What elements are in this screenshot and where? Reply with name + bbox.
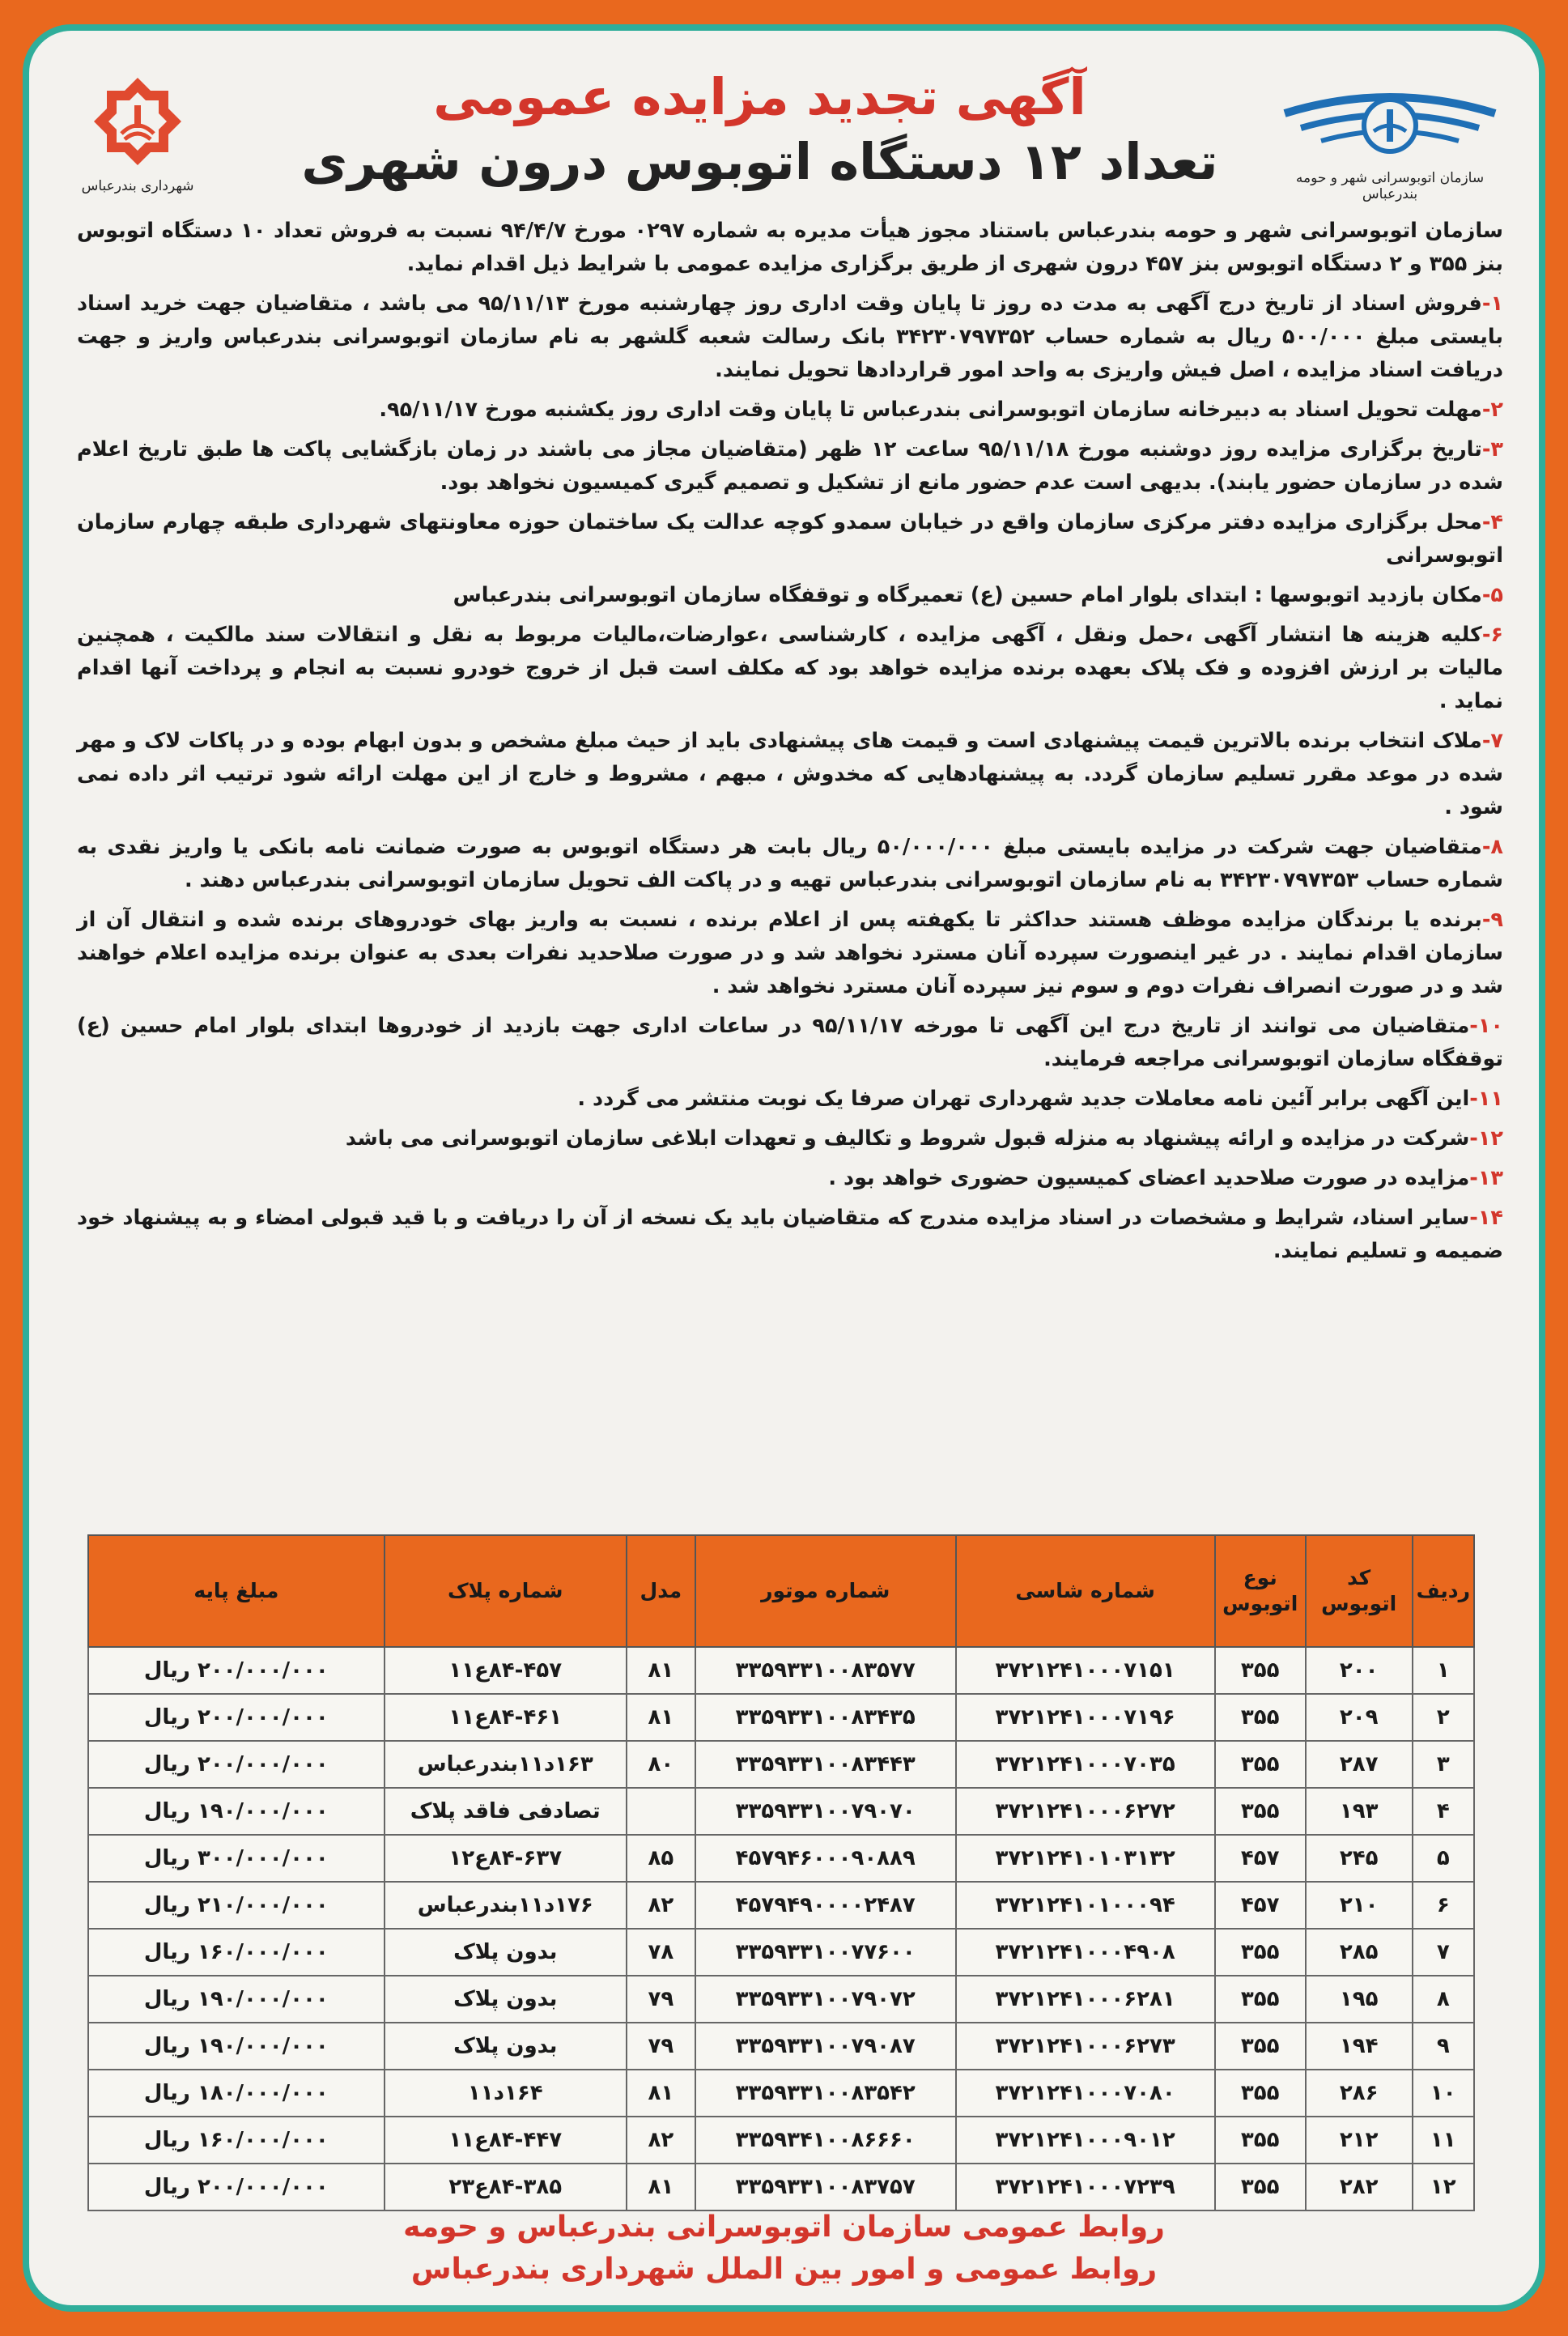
table-cell: ۳۵۵	[1215, 1929, 1306, 1976]
table-cell: ۳۳۵۹۳۳۱۰۰۷۷۶۰۰	[695, 1929, 956, 1976]
notice-title: آگهی تجدید مزایده عمومی	[433, 67, 1086, 126]
clause-number: ۱۳-	[1469, 1166, 1503, 1190]
table-cell: ۳۷۲۱۲۴۱۰۰۰۷۰۳۵	[956, 1741, 1215, 1788]
clause-item	[77, 394, 1503, 427]
table-cell: ۱۱	[1413, 2117, 1474, 2164]
table-cell: ۳۷۲۱۲۴۱۰۰۰۶۲۷۳	[956, 2023, 1215, 2070]
table-cell: ۳۷۲۱۲۴۱۰۰۰۴۹۰۸	[956, 1929, 1215, 1976]
clause-number: ۱۱-	[1469, 1087, 1503, 1111]
intro-paragraph: سازمان اتوبوسرانی شهر و حومه بندرعباس باستناد مجوز هیأت مدیره به شماره ۰۲۹۷ مورخ ۹۴/۴/۷ نسبت به فروش تعداد ۱۰ دستگاه اتوبوس بنز ۳۵۵ و ۲ دستگاه اتوبوس بنز ۴۵۷ درون شهری از طریق برگزاری مزایده عمومی با شرایط ذیل اقدام نماید.	[77, 219, 1503, 276]
table-cell: ۳۷۲۱۲۴۱۰۰۰۶۲۷۲	[956, 1788, 1215, 1835]
table-cell: ۳۷۲۱۲۴۱۰۰۰۷۲۳۹	[956, 2164, 1215, 2210]
table-cell: ۱۸۰/۰۰۰/۰۰۰ ریال	[88, 2070, 385, 2117]
table-cell: ۱۶۳د۱۱بندرعباس	[385, 1741, 627, 1788]
bus-organization-caption: سازمان اتوبوسرانی شهر و حومه بندرعباس	[1295, 170, 1485, 202]
table-cell: ۳۳۵۹۳۳۱۰۰۷۹۰۸۷	[695, 2023, 956, 2070]
clause-text: برنده یا برندگان مزایده موظف هستند حداکثر تا یکهفته پس از اعلام برنده ، نسبت به واریز بهای خودروهای برنده شده و انتقال آن از سازمان اقدام نمایند . در غیر اینصورت سپرده آنان مسترد نخواهد شد و در صورت صلاحدید نفرات بعدی به عنوان برنده مزایده اعلام خواهند شد و در صورت انصراف نفرات دوم و سوم نیز سپرده آنان مسترد نخواهد شد .	[77, 908, 1503, 998]
clause-text: متقاضیان جهت شرکت در مزایده بایستی مبلغ ۵۰/۰۰۰/۰۰۰ ریال بابت هر دستگاه اتوبوس به صورت ضمانت نامه بانکی یا واریز نقدی به شماره حساب ۳۴۲۳۰۷۹۷۳۵۳ به نام سازمان اتوبوسرانی بندرعباس تهیه و در پاکت الف تحویل سازمان اتوبوسرانی بندرعباس دهند .	[77, 835, 1503, 892]
table-cell: ۱۹۴	[1306, 2023, 1413, 2070]
table-row	[88, 1788, 1474, 1835]
table-cell: ۳۳۵۹۳۳۱۰۰۸۳۴۴۳	[695, 1741, 956, 1788]
bus-organization-emblem-icon	[1277, 81, 1503, 162]
table-cell: ۱۰	[1413, 2070, 1474, 2117]
table-cell	[627, 1788, 695, 1835]
clause-text: مزایده در صورت صلاحدید اعضای کمیسیون حضوری خواهد بود .	[828, 1166, 1470, 1190]
clause-text: محل برگزاری مزایده دفتر مرکزی سازمان واقع در خیابان سمدو کوچه عدالت یک ساختمان حوزه معاونتهای شهرداری طبقه چهارم سازمان اتوبوسرانی	[77, 510, 1503, 568]
table-cell: ۳۵۵	[1215, 1976, 1306, 2023]
table-cell: ۱۶۰/۰۰۰/۰۰۰ ریال	[88, 2117, 385, 2164]
clause-item	[77, 1202, 1503, 1268]
clause-number: ۴-	[1481, 510, 1503, 534]
table-body	[88, 1647, 1474, 2210]
table-cell: ۱۶۴د۱۱	[385, 2070, 627, 2117]
table-cell: ۳۳۵۹۳۳۱۰۰۸۳۵۷۷	[695, 1647, 956, 1694]
table-cell: ۳	[1413, 1741, 1474, 1788]
table-cell: ۳۵۵	[1215, 2117, 1306, 2164]
notice-subtitle: تعداد ۱۲ دستگاه اتوبوس درون شهری	[301, 132, 1218, 191]
table-cell: بدون پلاک	[385, 1976, 627, 2023]
clause-number: ۱۰-	[1469, 1014, 1503, 1038]
table-cell: ۱۹۰/۰۰۰/۰۰۰ ریال	[88, 1976, 385, 2023]
table-cell: ۳۷۲۱۲۴۱۰۱۰۰۰۹۴	[956, 1882, 1215, 1929]
table-cell: ۷۹	[627, 2023, 695, 2070]
table-cell: ۸۲	[627, 1882, 695, 1929]
clause-item	[77, 506, 1503, 572]
table-cell: ۲۸۲	[1306, 2164, 1413, 2210]
table-cell: ۴۵۷	[1215, 1835, 1306, 1882]
clause-item	[77, 1010, 1503, 1076]
table-cell: ۲۱۰/۰۰۰/۰۰۰ ریال	[88, 1882, 385, 1929]
table-cell: ۳۵۵	[1215, 2023, 1306, 2070]
table-row	[88, 2023, 1474, 2070]
table-cell: ۳۵۵	[1215, 1694, 1306, 1741]
clause-text: این آگهی برابر آئین نامه معاملات جدید شهرداری تهران صرفا یک نوبت منتشر می گردد .	[577, 1087, 1470, 1111]
clause-item	[77, 725, 1503, 824]
table-cell: ۸۴-۶۳۷ع۱۲	[385, 1835, 627, 1882]
table-cell: ۱۲	[1413, 2164, 1474, 2210]
footer	[243, 2206, 1325, 2291]
clause-number: ۲-	[1481, 398, 1503, 422]
table-cell: ۳۳۵۹۳۳۱۰۰۸۳۷۵۷	[695, 2164, 956, 2210]
table-row	[88, 2070, 1474, 2117]
table-cell: ۸	[1413, 1976, 1474, 2023]
table-cell: ۲۰۹	[1306, 1694, 1413, 1741]
column-header: مبلغ پایه	[88, 1535, 385, 1647]
column-header: نوع اتوبوس	[1215, 1535, 1306, 1647]
clause-text: کلیه هزینه ها انتشار آگهی ،حمل ونقل ، آگهی مزایده ، کارشناسی ،عوارضات،مالیات مربوط به نقل و انتقالات سند مالکیت ، همچنین مالیات بر ارزش افزوده و فک پلاک بعهده برنده مزایده خواهد بود که مکلف است قبل از خروج خودرو نسبت به انجام و پرداخت آنها اقدام نماید .	[77, 623, 1503, 713]
table-cell: ۳۷۲۱۲۴۱۰۰۰۷۱۹۶	[956, 1694, 1215, 1741]
clause-text: مکان بازدید اتوبوسها : ابتدای بلوار امام حسین (ع) تعمیرگاه و توقفگاه سازمان اتوبوسرانی بندرعباس	[453, 583, 1482, 607]
table-cell: ۳۷۲۱۲۴۱۰۰۰۷۰۸۰	[956, 2070, 1215, 2117]
table-cell: ۸۱	[627, 2164, 695, 2210]
table-row	[88, 1929, 1474, 1976]
table-cell: ۸۱	[627, 1647, 695, 1694]
table-cell: ۷	[1413, 1929, 1474, 1976]
table-cell: ۱۷۶د۱۱بندرعباس	[385, 1882, 627, 1929]
clause-number: ۶-	[1481, 623, 1503, 647]
table-cell: ۲	[1413, 1694, 1474, 1741]
notice-body	[77, 215, 1503, 1274]
table-row	[88, 2117, 1474, 2164]
table-cell: ۳۷۲۱۲۴۱۰۰۰۹۰۱۲	[956, 2117, 1215, 2164]
table-cell: ۸۴-۳۸۵ع۲۳	[385, 2164, 627, 2210]
table-cell: ۴۵۷۹۴۹۰۰۰۰۲۴۸۷	[695, 1882, 956, 1929]
clause-number: ۸-	[1481, 835, 1503, 859]
table-cell: ۶	[1413, 1882, 1474, 1929]
clause-item	[77, 287, 1503, 387]
table-cell: ۲۰۰/۰۰۰/۰۰۰ ریال	[88, 1694, 385, 1741]
table-row	[88, 1976, 1474, 2023]
table-cell: ۱۹۳	[1306, 1788, 1413, 1835]
clause-list	[77, 287, 1503, 1268]
table-row	[88, 1835, 1474, 1882]
table-cell: ۵	[1413, 1835, 1474, 1882]
table-row	[88, 1647, 1474, 1694]
clause-text: شرکت در مزایده و ارائه پیشنهاد به منزله قبول شروط و تکالیف و تعهدات ابلاغی سازمان اتوبوسرانی می باشد	[345, 1126, 1470, 1151]
clause-number: ۵-	[1481, 583, 1503, 607]
bus-organization-logo	[1268, 81, 1511, 202]
clause-number: ۹-	[1481, 908, 1503, 932]
table-cell: ۳۷۲۱۲۴۱۰۱۰۳۱۳۲	[956, 1835, 1215, 1882]
table-cell: ۲۰۰/۰۰۰/۰۰۰ ریال	[88, 1647, 385, 1694]
clause-text: سایر اسناد، شرایط و مشخصات در اسناد مزایده مندرج که متقاضیان باید یک نسخه از آن را دریافت و با قید قبولی امضاء و به پیشنهاد خود ضمیمه و تسلیم نمایند.	[77, 1206, 1503, 1263]
table-cell: ۸۲	[627, 2117, 695, 2164]
table-cell: ۲۰۰/۰۰۰/۰۰۰ ریال	[88, 2164, 385, 2210]
table-cell: ۳۳۵۹۳۳۱۰۰۷۹۰۷۰	[695, 1788, 956, 1835]
table-cell: ۳۵۵	[1215, 2164, 1306, 2210]
table-cell: ۳۳۵۹۳۳۱۰۰۸۳۵۴۲	[695, 2070, 956, 2117]
clause-number: ۷-	[1481, 729, 1503, 753]
table-cell: ۸۴-۴۴۷ع۱۱	[385, 2117, 627, 2164]
table-cell: ۴۵۷۹۴۶۰۰۰۹۰۸۸۹	[695, 1835, 956, 1882]
clause-number: ۱-	[1481, 291, 1504, 316]
table-cell: ۲۸۵	[1306, 1929, 1413, 1976]
table-cell: ۲۴۵	[1306, 1835, 1413, 1882]
table-row	[88, 1741, 1474, 1788]
municipality-caption: شهرداری بندرعباس	[81, 178, 194, 194]
table-cell: ۱۹۰/۰۰۰/۰۰۰ ریال	[88, 2023, 385, 2070]
clause-text: تاریخ برگزاری مزایده روز دوشنبه مورخ ۹۵/۱۱/۱۸ ساعت ۱۲ ظهر (متقاضیان مجاز می باشند در زمان بازگشایی پاکت ها طبق تاریخ اعلام شده در سازمان حضور یابند). بدیهی است عدم حضور مانع از تشکیل و تصمیم گیری کمیسیون نخواهد بود.	[77, 437, 1503, 495]
clause-item	[77, 619, 1503, 718]
table-cell: ۳۳۵۹۳۳۱۰۰۷۹۰۷۲	[695, 1976, 956, 2023]
table-cell: ۳۷۲۱۲۴۱۰۰۰۶۲۸۱	[956, 1976, 1215, 2023]
title-block	[275, 65, 1244, 194]
table-cell: ۲۸۶	[1306, 2070, 1413, 2117]
table-cell: ۲۰۰	[1306, 1647, 1413, 1694]
footer-line1: روابط عمومی سازمان اتوبوسرانی بندرعباس و حومه	[403, 2210, 1165, 2244]
column-header: شماره موتور	[695, 1535, 956, 1647]
table-cell: ۸۴-۴۶۱ع۱۱	[385, 1694, 627, 1741]
municipality-logo	[57, 73, 219, 194]
table-cell: ۸۱	[627, 2070, 695, 2117]
clause-item	[77, 1162, 1503, 1195]
clause-text: فروش اسناد از تاریخ درج آگهی به مدت ده روز تا پایان وقت اداری روز چهارشنبه مورخ ۹۵/۱۱/۱۳ می باشد ، متقاضیان جهت خرید اسناد بایستی مبلغ ۵۰۰/۰۰۰ ریال به شماره حساب ۳۴۲۳۰۷۹۷۳۵۲ بانک رسالت شعبه گلشهر به نام سازمان اتوبوسرانی بندرعباس واریز و جهت دریافت اسناد مزایده ، اصل فیش واریزی به واحد امور قراردادها تحویل نمایند.	[77, 291, 1503, 382]
table-cell: ۸۱	[627, 1694, 695, 1741]
table-cell: ۳۳۵۹۳۳۱۰۰۸۳۴۳۵	[695, 1694, 956, 1741]
table-cell: ۱۹۰/۰۰۰/۰۰۰ ریال	[88, 1788, 385, 1835]
table-cell: ۹	[1413, 2023, 1474, 2070]
table-cell: ۱۹۵	[1306, 1976, 1413, 2023]
column-header: مدل	[627, 1535, 695, 1647]
table-cell: ۳۰۰/۰۰۰/۰۰۰ ریال	[88, 1835, 385, 1882]
table-row	[88, 1694, 1474, 1741]
table-cell: ۲۱۲	[1306, 2117, 1413, 2164]
table-cell: ۳۵۵	[1215, 2070, 1306, 2117]
bus-table	[87, 1534, 1475, 2211]
clause-number: ۳-	[1481, 437, 1503, 462]
table-cell: ۸۰	[627, 1741, 695, 1788]
table-cell: بدون پلاک	[385, 2023, 627, 2070]
table-cell: ۳۳۵۹۳۴۱۰۰۸۶۶۶۰	[695, 2117, 956, 2164]
clause-text: متقاضیان می توانند از تاریخ درج این آگهی تا مورخه ۹۵/۱۱/۱۷ در ساعات اداری جهت بازدید از خودروها ابتدای بلوار امام حسین (ع) توقفگاه سازمان اتوبوسرانی مراجعه فرمایند.	[77, 1014, 1503, 1071]
table-cell: ۴	[1413, 1788, 1474, 1835]
column-header: کد اتوبوس	[1306, 1535, 1413, 1647]
table-cell: ۳۵۵	[1215, 1741, 1306, 1788]
column-header: شماره شاسی	[956, 1535, 1215, 1647]
table-cell: ۷۸	[627, 1929, 695, 1976]
table-cell: ۳۵۵	[1215, 1647, 1306, 1694]
table-cell: ۱	[1413, 1647, 1474, 1694]
table-cell: ۸۵	[627, 1835, 695, 1882]
clause-item	[77, 904, 1503, 1003]
footer-line2: روابط عمومی و امور بین الملل شهرداری بندرعباس	[410, 2253, 1158, 2286]
clause-item	[77, 831, 1503, 897]
table-cell: ۲۱۰	[1306, 1882, 1413, 1929]
column-header: ردیف	[1413, 1535, 1474, 1647]
table-cell: ۳۵۵	[1215, 1788, 1306, 1835]
clause-item	[77, 1122, 1503, 1155]
table-cell: ۷۹	[627, 1976, 695, 2023]
clause-item	[77, 579, 1503, 612]
clause-text: مهلت تحویل اسناد به دبیرخانه سازمان اتوبوسرانی بندرعباس تا پایان وقت اداری روز یکشنبه مورخ ۹۵/۱۱/۱۷.	[379, 398, 1482, 422]
header	[0, 24, 1568, 227]
clause-item	[77, 1083, 1503, 1116]
table-cell: ۲۸۷	[1306, 1741, 1413, 1788]
column-header: شماره پلاک	[385, 1535, 627, 1647]
table-cell: ۳۷۲۱۲۴۱۰۰۰۷۱۵۱	[956, 1647, 1215, 1694]
table-cell: تصادفی فاقد پلاک	[385, 1788, 627, 1835]
table-row	[88, 1882, 1474, 1929]
table-cell: بدون پلاک	[385, 1929, 627, 1976]
municipality-emblem-icon	[89, 73, 186, 170]
clause-text: ملاک انتخاب برنده بالاترین قیمت پیشنهادی است و قیمت های پیشنهادی باید از حیث مبلغ مشخص و بدون ابهام بوده و در پاکات لاک و مهر شده در موعد مقرر تسلیم سازمان گردد. به پیشنهادهایی که مخدوش ، مبهم ، مشروط و خارج از این مهلت ارائه شود ترتیب اثر داده نمی شود .	[77, 729, 1503, 819]
table-header-row	[88, 1535, 1474, 1647]
clause-number: ۱۴-	[1469, 1206, 1503, 1230]
table-cell: ۲۰۰/۰۰۰/۰۰۰ ریال	[88, 1741, 385, 1788]
clause-number: ۱۲-	[1469, 1126, 1503, 1151]
table-cell: ۱۶۰/۰۰۰/۰۰۰ ریال	[88, 1929, 385, 1976]
table-cell: ۸۴-۴۵۷ع۱۱	[385, 1647, 627, 1694]
table-cell: ۴۵۷	[1215, 1882, 1306, 1929]
clause-item	[77, 433, 1503, 500]
table-row	[88, 2164, 1474, 2210]
